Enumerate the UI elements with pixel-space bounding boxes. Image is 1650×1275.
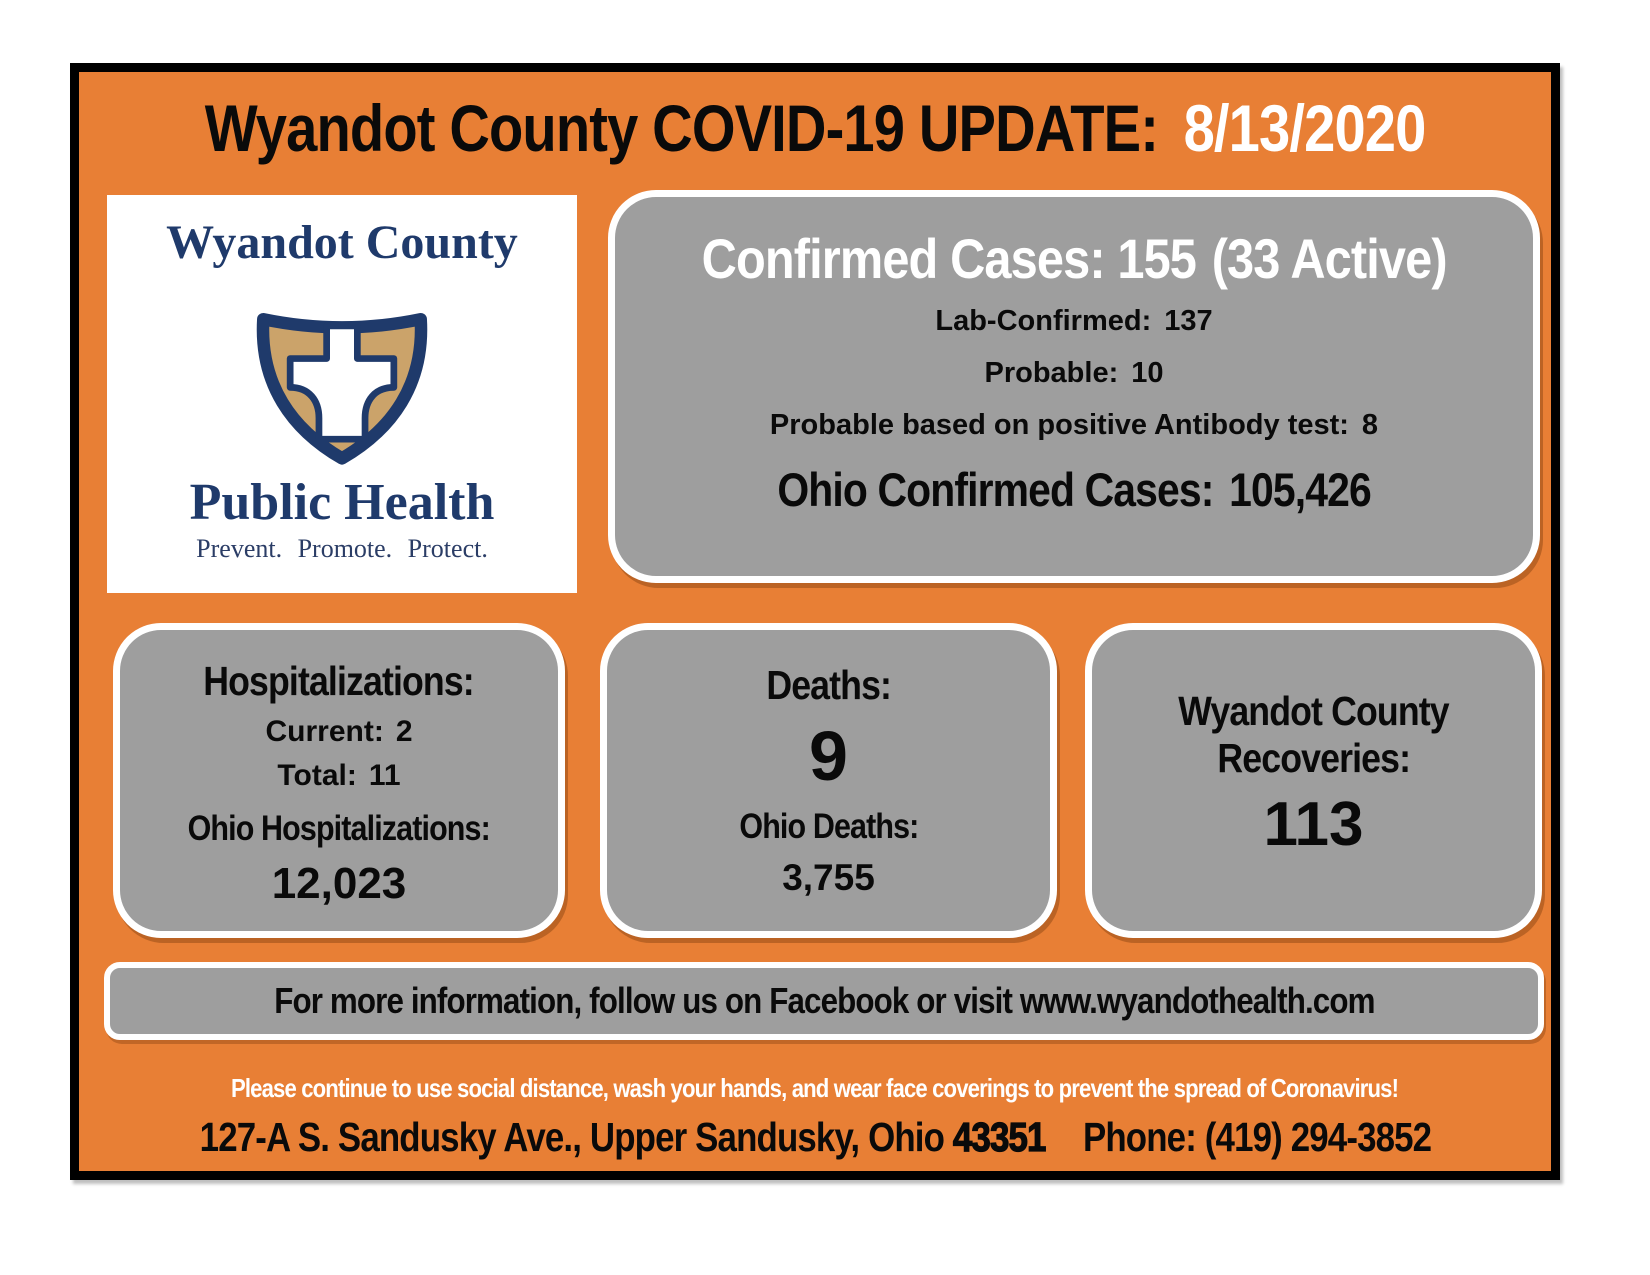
more-info-bar [104,962,1544,1040]
lab-confirmed-value: 137 [1164,305,1213,337]
recoveries-value: 113 [1263,790,1364,860]
current-value: 2 [395,715,413,749]
hospitalizations-heading [120,658,558,705]
recoveries-heading-line2-text: Recoveries: [1217,735,1410,782]
confirmed-cases-heading [615,227,1533,290]
recoveries-heading-line1-text: Wyandot County [1178,688,1449,734]
ohio-hospitalizations-value: 12,023 [271,859,407,909]
prevention-notice-text: Please continue to use social distance, wash your hands, and wear face coverings to prevent the spread of Coronavirus! [231,1073,1399,1103]
ohio-confirmed-value: 105,426 [1229,463,1371,517]
hospitalizations-current-row [120,715,558,749]
deaths-heading [607,662,1050,709]
confirmed-cases-label: Confirmed Cases: [701,227,1105,290]
logo-tagline: Prevent. Promote. Protect. [196,534,488,563]
hospitalizations-total-row [120,759,558,793]
update-date: 8/13/2020 [1183,91,1426,165]
lab-confirmed-row [615,304,1533,339]
ohio-hospitalizations-label: Ohio Hospitalizations: [187,809,491,849]
probable-antibody-row [615,408,1533,443]
covid-update-panel [70,63,1560,1180]
hospitalizations-box [113,623,565,938]
contact-condenser [199,1114,1431,1161]
ohio-hospitalizations-label-row [120,809,558,849]
street-address: 127-A S. Sandusky Ave., Upper Sandusky, Ohio [199,1114,944,1160]
total-value: 11 [368,759,401,793]
hospitalizations-heading-text: Hospitalizations: [203,658,475,704]
probable-label: Probable: [984,356,1119,389]
recoveries-heading-line1 [1092,688,1535,735]
title-row [79,91,1551,165]
ohio-confirmed-row [615,463,1533,517]
recoveries-box [1085,623,1542,938]
total-label: Total: [277,759,357,793]
deaths-box [600,623,1057,938]
lab-confirmed-label: Lab-Confirmed: [935,305,1152,337]
deaths-heading-text: Deaths: [766,662,891,708]
recoveries-heading-line2 [1092,735,1535,782]
deaths-value: 9 [809,717,848,796]
ohio-confirmed-label: Ohio Confirmed Cases: [777,463,1214,517]
zip-code: 43351 [952,1114,1046,1160]
more-info-text: For more information, follow us on Facebook or visit www.wyandothealth.com [273,980,1375,1021]
phone-number: Phone: (419) 294-3852 [1082,1114,1431,1160]
current-label: Current: [265,715,384,749]
confirmed-heading-condenser [701,227,1447,290]
ohio-deaths-label-row [607,807,1050,847]
logo-org-name-top: Wyandot County [166,216,518,269]
logo-org-name-bottom: Public Health [189,474,495,531]
confirmed-cases-box [608,190,1540,583]
ohio-confirmed-condenser [777,463,1371,517]
public-health-shield-icon [244,276,440,468]
probable-row [615,356,1533,391]
health-dept-logo-card [107,195,577,593]
ohio-deaths-label: Ohio Deaths: [738,807,919,847]
contact-line [79,1114,1551,1161]
prevention-notice [79,1073,1551,1104]
confirmed-cases-value: 155 [1117,227,1196,290]
page-title: Wyandot County COVID-19 UPDATE: [204,91,1158,165]
active-cases-note: (33 Active) [1211,227,1447,290]
probable-antibody-label: Probable based on positive Antibody test: [769,408,1349,441]
probable-value: 10 [1131,356,1164,389]
probable-antibody-value: 8 [1361,408,1379,441]
title-condenser [204,91,1426,165]
ohio-deaths-value: 3,755 [782,857,875,899]
